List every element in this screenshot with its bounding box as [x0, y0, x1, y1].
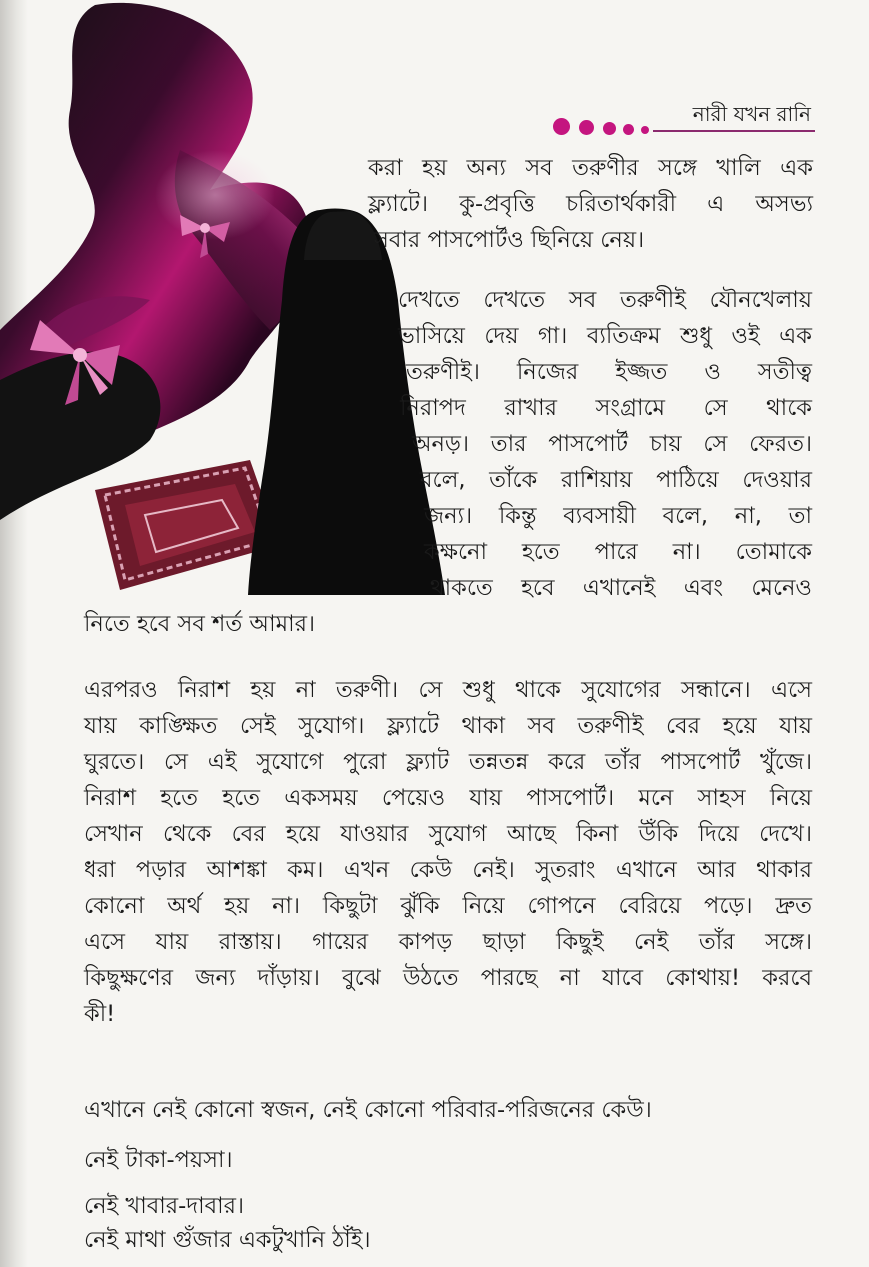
text-line: নিরাশ হতে হতে একসময় পেয়েও যায় পাসপোর্ট। মনে সাহস নিয়ে [84, 785, 812, 811]
text-line: কক্ষনো হতে পারে না। তোমাকে [424, 539, 812, 565]
text-line: সেখান থেকে বের হয়ে যাওয়ার সুযোগ আছে কিনা উঁকি দিয়ে দেখে। [84, 821, 812, 847]
text-line: বলে, তাঁকে রাশিয়ায় পাঠিয়ে দেওয়ার [420, 467, 812, 493]
text-line: নেই খাবার-দাবার। [84, 1193, 245, 1219]
text-line: দেখতে দেখতে সব তরুণীই যৌনখেলায় [398, 287, 812, 313]
paragraph-6 [84, 1188, 812, 1224]
text-line: জন্য। কিন্তু ব্যবসায়ী বলে, না, তা [424, 503, 812, 529]
decorative-dot-icon [623, 124, 634, 135]
decorative-dot-icon [603, 122, 616, 135]
text-line: নেই মাথা গুঁজার একটুখানি ঠাঁই। [84, 1227, 371, 1253]
text-line: ঘুরতে। সে এই সুযোগে পুরো ফ্ল্যাট তন্নতন্ন করে তাঁর পাসপোর্ট খুঁজে। [84, 749, 812, 775]
text-line: করা হয় অন্য সব তরুণীর সঙ্গে খালি এক [368, 155, 813, 181]
text-line: নিরাপদ রাখার সংগ্রামে সে থাকে [400, 395, 812, 421]
text-line: এখানে নেই কোনো স্বজন, নেই কোনো পরিবার-পরিজনের কেউ। [84, 1097, 652, 1123]
running-head [545, 96, 815, 142]
paragraph-3 [84, 672, 812, 1032]
text-line: নিতে হবে সব শর্ত আমার। [84, 611, 316, 637]
text-line: ভাসিয়ে দেয় গা। ব্যতিক্রম শুধু ওই এক [398, 323, 812, 349]
text-line: ধরা পড়ার আশঙ্কা কম। এখন কেউ নেই। সুতরাং এখানে আর থাকার [84, 857, 812, 883]
text-line: অনড়। তার পাসপোর্ট চায় সে ফেরত। [412, 431, 812, 457]
text-line: সবার পাসপোর্টও ছিনিয়ে নেয়। [374, 227, 645, 253]
paragraph-5 [84, 1142, 812, 1178]
text-line: তরুণীই। নিজের ইজ্জত ও সতীত্ব [406, 359, 812, 385]
text-line: যায় কাঙ্ক্ষিত সেই সুযোগ। ফ্ল্যাটে থাকা সব তরুণীই বের হয়ে যায় [84, 713, 812, 739]
paragraph-2 [84, 282, 812, 642]
text-line: এরপরও নিরাশ হয় না তরুণী। সে শুধু থাকে সুযোগের সন্ধানে। এসে [84, 677, 812, 703]
decorative-dot-icon [553, 118, 570, 135]
text-line: নেই টাকা-পয়সা। [84, 1147, 233, 1173]
paragraph-1 [368, 150, 813, 258]
text-line: কোনো অর্থ হয় না। কিছুটা ঝুঁকি নিয়ে গোপনে বেরিয়ে পড়ে। দ্রুত [84, 893, 812, 919]
paragraph-4 [84, 1092, 812, 1128]
text-line: ফ্ল্যাটে। কু-প্রবৃত্তি চরিতার্থকারী এ অসভ্য [368, 191, 813, 217]
running-head-title: নারী যখন রানি [692, 102, 811, 126]
paragraph-7 [84, 1222, 812, 1258]
text-line: এসে যায় রাস্তায়। গায়ের কাপড় ছাড়া কিছুই নেই তাঁর সঙ্গে। [84, 929, 812, 955]
text-line: থাকতে হবে এখানেই এবং মেনেও [430, 575, 812, 601]
text-line: কী! [84, 1001, 116, 1027]
decorative-dot-icon [579, 120, 594, 135]
running-head-rule [653, 130, 815, 132]
text-line: কিছুক্ষণের জন্য দাঁড়ায়। বুঝে উঠতে পারছে না যাবে কোথায়! করবে [84, 965, 812, 991]
decorative-dot-icon [641, 126, 649, 134]
